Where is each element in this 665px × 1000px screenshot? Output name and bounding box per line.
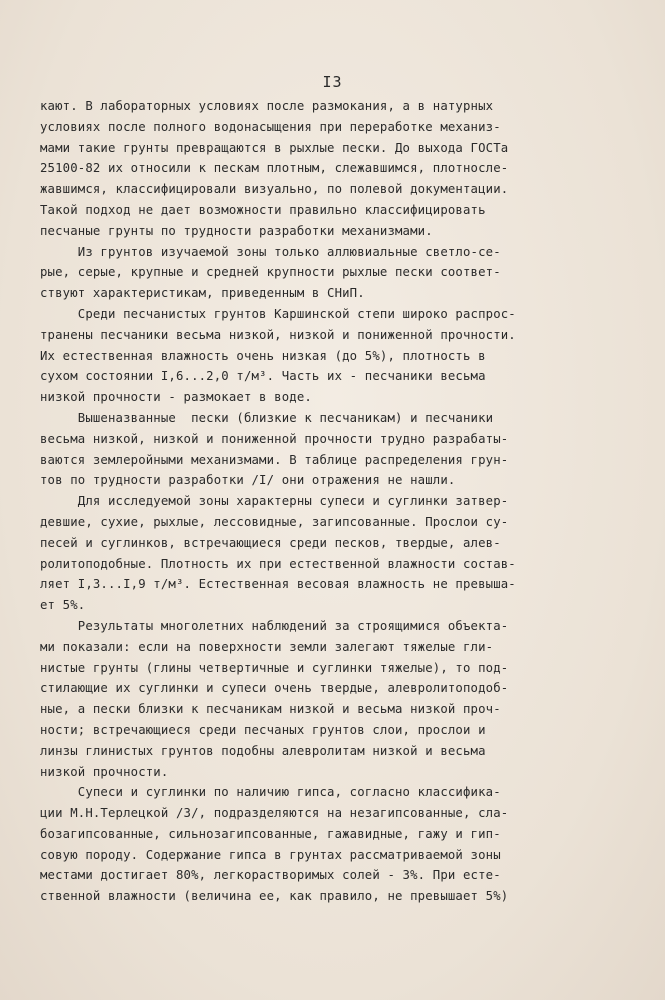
text-line: низкой прочности - размокает в воде. <box>40 390 312 405</box>
text-line: линзы глинистых грунтов подобны алевролитам низкой и весьма <box>40 743 486 758</box>
text-line: ции М.Н.Терлецкой /3/, подразделяются на незагипсованные, сла- <box>40 806 509 821</box>
text-line: Такой подход не дает возможности правильно классифицировать <box>40 202 486 217</box>
text-line: низкой прочности. <box>40 764 169 779</box>
text-line: Из грунтов изучаемой зоны только аллювиальные светло-се- <box>40 244 501 259</box>
text-line: песей и суглинков, встречающиеся среди песков, твердые, алев- <box>40 535 501 550</box>
text-line: тов по трудности разработки /I/ они отражения не нашли. <box>40 473 456 488</box>
text-line: сухом состоянии I,6...2,0 т/м³. Часть их - песчаники весьма <box>40 369 486 384</box>
text-line: ствуют характеристикам, приведенным в СНиП. <box>40 286 365 301</box>
text-line: ваются землеройными механизмами. В таблице распределения грун- <box>40 452 509 467</box>
body-text <box>40 96 640 907</box>
paragraph-2 <box>40 242 640 304</box>
text-line: нистые грунты (глины четвертичные и суглинки тяжелые), то под- <box>40 660 509 675</box>
text-line: ные, а пески близки к песчаникам низкой и весьма низкой проч- <box>40 702 501 717</box>
paragraph-3 <box>40 304 640 408</box>
paragraph-1 <box>40 96 640 242</box>
text-line: транены песчаники весьма низкой, низкой и пониженной прочности. <box>40 327 516 342</box>
text-line: бозагипсованные, сильнозагипсованные, гажавидные, гажу и гип- <box>40 826 501 841</box>
paragraph-5 <box>40 491 640 616</box>
text-line: ми показали: если на поверхности земли залегают тяжелые гли- <box>40 639 494 654</box>
text-line: местами достигает 80%, легкорастворимых солей - 3%. При есте- <box>40 868 501 883</box>
text-line: мами такие грунты превращаются в рыхлые пески. До выхода ГОСТа <box>40 140 509 155</box>
text-line: ственной влажности (величина ее, как правило, не превышает 5%) <box>40 889 509 904</box>
text-line: стилающие их суглинки и супеси очень твердые, алевролитоподоб- <box>40 681 509 696</box>
text-line: 25100-82 их относили к пескам плотным, слежавшимся, плотносле- <box>40 161 509 176</box>
text-line: Результаты многолетних наблюдений за строящимися объекта- <box>40 618 509 633</box>
paragraph-7 <box>40 782 640 907</box>
text-line: кают. В лабораторных условиях после размокания, а в натурных <box>40 99 494 113</box>
text-line: ролитоподобные. Плотность их при естественной влажности состав- <box>40 556 516 571</box>
page-number: I3 <box>322 73 343 91</box>
text-line: ет 5%. <box>40 598 86 613</box>
text-line: Среди песчанистых грунтов Каршинской степи широко распрос- <box>40 306 516 321</box>
text-line: девшие, сухие, рыхлые, лессовидные, загипсованные. Прослои су- <box>40 514 509 529</box>
paragraph-6 <box>40 616 640 782</box>
text-line: совую породу. Содержание гипса в грунтах рассматриваемой зоны <box>40 847 501 862</box>
text-line: весьма низкой, низкой и пониженной прочности трудно разрабаты- <box>40 431 509 446</box>
text-line: Для исследуемой зоны характерны супеси и суглинки затвер- <box>40 494 509 509</box>
paragraph-4 <box>40 408 640 491</box>
text-line: рые, серые, крупные и средней крупности рыхлые пески соответ- <box>40 265 501 280</box>
text-line: Их естественная влажность очень низкая (до 5%), плотность в <box>40 348 486 363</box>
text-line: ляет I,3...I,9 т/м³. Естественная весовая влажность не превыша- <box>40 577 516 592</box>
text-line: песчаные грунты по трудности разработки механизмами. <box>40 223 433 238</box>
text-line: ности; встречающиеся среди песчаных грунтов слои, прослои и <box>40 722 486 737</box>
text-line: Вышеназванные пески (близкие к песчаникам) и песчаники <box>40 410 494 425</box>
text-line: условиях после полного водонасыщения при переработке механиз- <box>40 119 501 134</box>
text-line: жавшимся, классифицировали визуально, по полевой документации. <box>40 182 509 197</box>
text-line: Супеси и суглинки по наличию гипса, согласно классифика- <box>40 785 501 800</box>
